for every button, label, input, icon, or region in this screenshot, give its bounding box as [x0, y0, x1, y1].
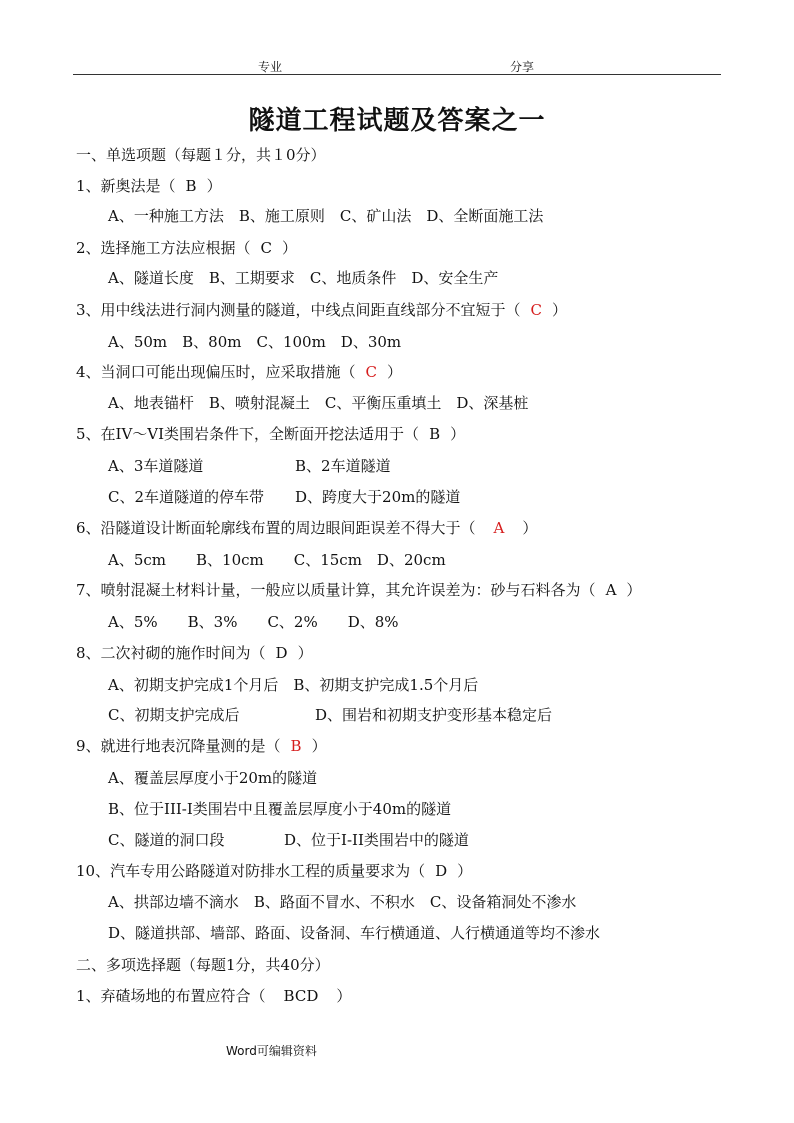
- question-close: ）: [311, 737, 327, 755]
- question-5-option-c: C、2车道隧道的停车带: [108, 488, 265, 506]
- multi-question-1: [76, 986, 351, 1006]
- question-5: [76, 424, 465, 444]
- page-footer: Word可编辑资料: [226, 1044, 317, 1058]
- question-close: ）: [336, 987, 352, 1005]
- question-5-option-a: A、3车道隧道: [108, 457, 204, 475]
- question-text: 9、就进行地表沉降量测的是（: [76, 737, 281, 755]
- question-9-option-a: A、覆盖层厚度小于20m的隧道: [108, 769, 318, 787]
- answer: D: [435, 862, 448, 880]
- question-1: [76, 176, 222, 196]
- answer: B: [185, 177, 197, 195]
- question-close: ）: [206, 177, 222, 195]
- question-2: [76, 238, 297, 258]
- section-heading-multiple-choice: 二、多项选择题（每题1分，共40分）: [76, 956, 330, 974]
- question-1-options: A、一种施工方法 B、施工原则 C、矿山法 D、全断面施工法: [108, 207, 544, 225]
- question-close: ）: [297, 644, 313, 662]
- answer: B: [290, 737, 302, 755]
- question-4-options: A、地表锚杆 B、喷射混凝土 C、平衡压重填土 D、深基桩: [108, 394, 529, 412]
- question-text: 8、二次衬砌的施作时间为（: [76, 644, 266, 662]
- header-left-text: 专业: [258, 60, 283, 74]
- question-text: 10、汽车专用公路隧道对防排水工程的质量要求为（: [76, 862, 426, 880]
- answer: A: [493, 519, 505, 537]
- question-5-option-d: D、跨度大于20m的隧道: [295, 488, 461, 506]
- question-text: 3、用中线法进行洞内测量的隧道，中线点间距直线部分不宜短于（: [76, 301, 521, 319]
- question-close: ）: [626, 581, 642, 599]
- answer: C: [260, 239, 273, 257]
- question-8-option-c: C、初期支护完成后: [108, 706, 240, 724]
- question-7: [76, 580, 641, 600]
- question-10: [76, 861, 472, 881]
- question-text: 2、选择施工方法应根据（: [76, 239, 251, 257]
- page-header: [73, 0, 721, 75]
- question-8-option-d: D、围岩和初期支护变形基本稳定后: [315, 706, 553, 724]
- answer: A: [605, 581, 617, 599]
- question-close: ）: [552, 301, 568, 319]
- question-10-option-d: D、隧道拱部、墙部、路面、设备洞、车行横通道、人行横通道等均不渗水: [108, 924, 601, 942]
- section-heading-single-choice: 一、单选项题（每题１分，共１0分）: [76, 146, 326, 164]
- question-2-options: A、隧道长度 B、工期要求 C、地质条件 D、安全生产: [108, 269, 499, 287]
- answer: D: [275, 644, 288, 662]
- question-text: 7、喷射混凝土材料计量，一般应以质量计算，其允许误差为：砂与石料各为（: [76, 581, 596, 599]
- answer: BCD: [283, 987, 319, 1005]
- document-title: 隧道工程试题及答案之一: [248, 106, 546, 136]
- question-5-option-b: B、2车道隧道: [295, 457, 391, 475]
- question-10-options-abc: A、拱部边墙不滴水 B、路面不冒水、不积水 C、设备箱洞处不渗水: [108, 893, 577, 911]
- question-6: [76, 518, 537, 538]
- question-9-option-d: D、位于I-II类围岩中的隧道: [284, 831, 469, 849]
- answer: C: [530, 301, 543, 319]
- question-close: ）: [522, 519, 538, 537]
- question-close: ）: [282, 239, 298, 257]
- question-text: 4、当洞口可能出现偏压时，应采取措施（: [76, 363, 356, 381]
- question-8-options-ab: A、初期支护完成1个月后 B、初期支护完成1.5个月后: [108, 676, 479, 694]
- question-3: [76, 300, 567, 320]
- header-right-text: 分享: [510, 60, 535, 74]
- question-4: [76, 362, 402, 382]
- question-close: ）: [457, 862, 473, 880]
- answer: C: [365, 363, 378, 381]
- question-8: [76, 643, 313, 663]
- question-close: ）: [450, 425, 466, 443]
- question-text: 1、弃碴场地的布置应符合（: [76, 987, 266, 1005]
- question-3-options: A、50m B、80m C、100m D、30m: [108, 333, 402, 351]
- question-7-options: A、5% B、3% C、2% D、8%: [108, 613, 399, 631]
- answer: B: [429, 425, 441, 443]
- question-9-option-c: C、隧道的洞口段: [108, 831, 225, 849]
- question-6-options: A、5cm B、10cm C、15cm D、20cm: [108, 551, 446, 569]
- question-9: [76, 736, 327, 756]
- question-9-option-b: B、位于III-I类围岩中且覆盖层厚度小于40m的隧道: [108, 800, 452, 818]
- question-text: 6、沿隧道设计断面轮廓线布置的周边眼间距误差不得大于（: [76, 519, 476, 537]
- question-text: 1、新奥法是（: [76, 177, 176, 195]
- question-text: 5、在IV～VI类围岩条件下，全断面开挖法适用于（: [76, 425, 420, 443]
- question-close: ）: [387, 363, 403, 381]
